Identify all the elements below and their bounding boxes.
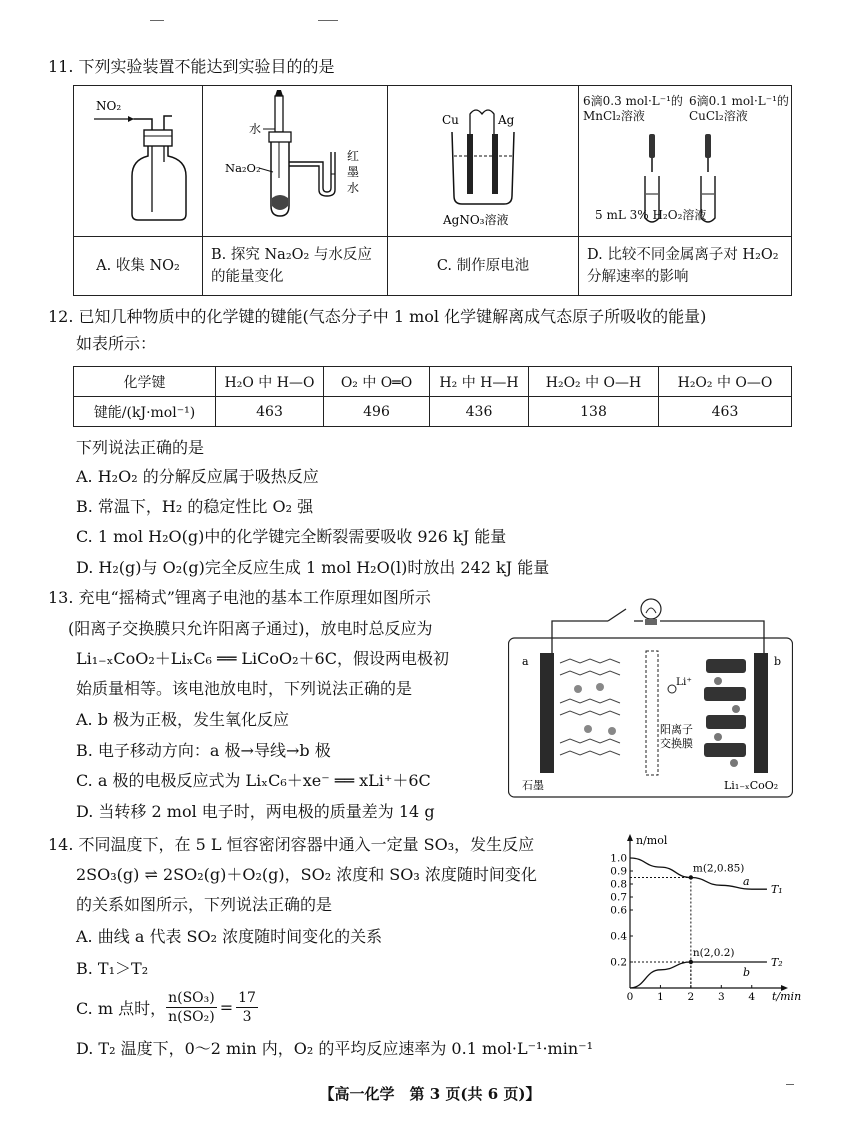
q12-option-c[interactable]: C. 1 mol H₂O(g)中的化学键完全断裂需要吸收 926 kJ 能量: [76, 527, 507, 546]
y-tick-label: 0.4: [610, 930, 627, 943]
annotation-label: n(2,0.2): [692, 947, 735, 959]
top-mark: [150, 20, 164, 21]
annotation-label: m(2,0.85): [692, 862, 745, 875]
table-cell: H₂O₂ 中 O—O: [659, 367, 792, 397]
y-tick-label: 1.0: [610, 852, 627, 865]
no2-label: NO₂: [96, 99, 122, 113]
mncl2-label: 6滴0.3 mol·L⁻¹的MnCl₂溶液: [583, 94, 683, 123]
cathode-label: Li₁₋ₓCoO₂: [724, 779, 779, 792]
y-axis-label: n/mol: [636, 834, 668, 847]
h2o2-label: 5 mL 3% H₂O₂溶液: [595, 208, 707, 222]
y-axis-arrow: [627, 834, 633, 841]
ratio-numerator: n(SO₃): [168, 989, 215, 1006]
gas-bottle-diagram: [74, 86, 202, 232]
table-cell: 键能/(kJ·mol⁻¹): [74, 397, 216, 427]
q12-option-a[interactable]: A. H₂O₂ 的分解反应属于吸热反应: [76, 467, 319, 486]
q12-stem-1: 12. 已知几种物质中的化学键的键能(气态分子中 1 mol 化学键解离成气态原子所吸收的能量): [48, 307, 707, 326]
na2o2-tube-diagram: [203, 86, 387, 232]
y-tick-label: 0.9: [610, 865, 627, 878]
table-header-row: [74, 367, 792, 397]
table-cell: H₂ 中 H—H: [430, 367, 529, 397]
table-cell: O₂ 中 O═O: [324, 367, 430, 397]
value-fraction: [236, 989, 258, 1026]
q14-option-b[interactable]: B. T₁＞T₂: [76, 959, 149, 978]
ratio-fraction: [166, 989, 217, 1026]
q13-option-b[interactable]: B. 电子移动方向：a 极→导线→b 极: [76, 741, 331, 760]
corner-mark: [786, 1084, 794, 1085]
table-cell: 化学键: [74, 367, 216, 397]
membrane-label-2: 交换膜: [660, 737, 693, 750]
q13-line-4: 始质量相等。该电池放电时，下列说法正确的是: [76, 679, 413, 698]
q13-line-2: (阳离子交换膜只允许阳离子通过)，放电时总反应为: [68, 619, 433, 638]
table-cell: 436: [430, 397, 529, 427]
galvanic-cell-diagram: [388, 86, 578, 232]
electrode-a-label: a: [522, 655, 529, 668]
series-label-a: a: [742, 875, 750, 889]
data-point: [689, 875, 693, 879]
q14-line-1: 14. 不同温度下，在 5 L 恒容密闭容器中通入一定量 SO₃，发生反应: [48, 835, 535, 854]
battery-diagram: [508, 593, 793, 798]
y-tick-label: 0.7: [610, 891, 627, 904]
x-tick-label: 3: [717, 991, 725, 1002]
q11-figure-c: [388, 86, 579, 237]
series-label-b: b: [742, 966, 751, 979]
table-cell: H₂O₂ 中 O—H: [529, 367, 659, 397]
ink-label: 红墨水: [203, 86, 206, 87]
q12-bond-table: [73, 366, 792, 427]
table-row: [74, 397, 792, 427]
cu-label: Cu: [442, 113, 459, 127]
y-tick-label: 0.2: [610, 956, 627, 969]
table-cell: 463: [659, 397, 792, 427]
y-tick-label: 0.8: [610, 878, 627, 891]
membrane-label: 阳离子交换膜: [508, 593, 514, 594]
graphite-label: 石墨: [522, 779, 544, 792]
y-tick-label: 0.6: [610, 904, 627, 917]
q12-question: 下列说法正确的是: [76, 438, 205, 457]
x-tick-label: 4: [748, 991, 756, 1002]
membrane-label-1: 阳离子: [660, 723, 693, 736]
li-ion-label: Li⁺: [676, 676, 692, 688]
ink-label-2: 墨: [347, 165, 360, 179]
q12-option-d[interactable]: D. H₂(g)与 O₂(g)完全反应生成 1 mol H₂O(l)时放出 242 kJ 能量: [76, 558, 550, 577]
q13-option-c[interactable]: C. a 极的电极反应式为 LiₓC₆＋xe⁻ ══ xLi⁺＋6C: [76, 771, 431, 790]
top-mark: [318, 20, 338, 21]
q12-stem-2: 如表所示：: [76, 334, 157, 353]
x-tick-label: 0: [626, 991, 634, 1002]
x-axis-label: t/min: [772, 990, 802, 1002]
q14-option-d[interactable]: D. T₂ 温度下，0～2 min 内，O₂ 的平均反应速率为 0.1 mol·L⁻¹·min⁻¹: [76, 1039, 593, 1058]
x-tick-label: 1: [657, 991, 664, 1002]
q11-figure-b: [203, 86, 388, 237]
q11-table: [73, 85, 792, 296]
na2o2-label: Na₂O₂: [225, 161, 261, 175]
table-cell: H₂O 中 H—O: [216, 367, 324, 397]
table-cell: 463: [216, 397, 324, 427]
value-numerator: 17: [238, 989, 256, 1006]
cucl2-label: 6滴0.1 mol·L⁻¹的CuCl₂溶液: [689, 94, 789, 123]
q14-option-a[interactable]: A. 曲线 a 代表 SO₂ 浓度随时间变化的关系: [76, 927, 383, 946]
temperature-label-b: T₂: [770, 956, 783, 969]
ag-label: Ag: [498, 113, 515, 127]
q12-option-b[interactable]: B. 常温下，H₂ 的稳定性比 O₂ 强: [76, 497, 314, 516]
q11-stem: 11. 下列实验装置不能达到实验目的的是: [48, 57, 335, 76]
concentration-chart: [606, 832, 806, 1002]
ratio-denominator: n(SO₂): [168, 1008, 215, 1025]
q13-option-d[interactable]: D. 当转移 2 mol 电子时，两电极的质量差为 14 g: [76, 802, 435, 821]
x-tick-label: 2: [687, 991, 695, 1002]
q13-option-a[interactable]: A. b 极为正极，发生氧化反应: [76, 710, 290, 729]
battery-figure: [508, 593, 793, 798]
table-cell: 138: [529, 397, 659, 427]
q13-line-1: 13. 充电“摇椅式”锂离子电池的基本工作原理如图所示: [48, 588, 431, 607]
q11-figure-a: [74, 86, 203, 237]
equals-sign: =: [219, 997, 234, 1017]
table-cell: 496: [324, 397, 430, 427]
temperature-label-a: T₁: [770, 883, 783, 897]
q11-option-d[interactable]: D. 比较不同金属离子对 H₂O₂ 分解速率的影响: [579, 237, 792, 296]
electrode-b-label: b: [774, 655, 782, 668]
ink-label-1: 红: [347, 149, 360, 163]
ink-label-3: 水: [347, 181, 360, 195]
agno3-label: AgNO₃溶液: [443, 213, 509, 227]
option-c-prefix: C. m 点时，: [76, 998, 167, 1018]
q14-option-c[interactable]: [76, 985, 258, 1029]
q11-option-c[interactable]: C. 制作原电池: [388, 237, 579, 296]
q11-option-a[interactable]: A. 收集 NO₂: [74, 237, 203, 296]
q14-line-2: 2SO₃(g) ⇌ 2SO₂(g)＋O₂(g)，SO₂ 浓度和 SO₃ 浓度随时间变化: [76, 865, 537, 884]
page-footer: 【高一化学 第 3 页(共 6 页)】: [319, 1085, 541, 1103]
water-label: 水: [249, 122, 262, 136]
q13-line-3: Li₁₋ₓCoO₂＋LiₓC₆ ══ LiCoO₂＋6C，假设两电极初: [76, 649, 449, 668]
q11-figure-d: [579, 86, 792, 237]
data-point: [689, 960, 693, 964]
q11-option-b[interactable]: B. 探究 Na₂O₂ 与水反应的能量变化: [203, 237, 388, 296]
q14-line-3: 的关系如图所示，下列说法正确的是: [76, 895, 333, 914]
value-denominator: 3: [242, 1008, 252, 1025]
